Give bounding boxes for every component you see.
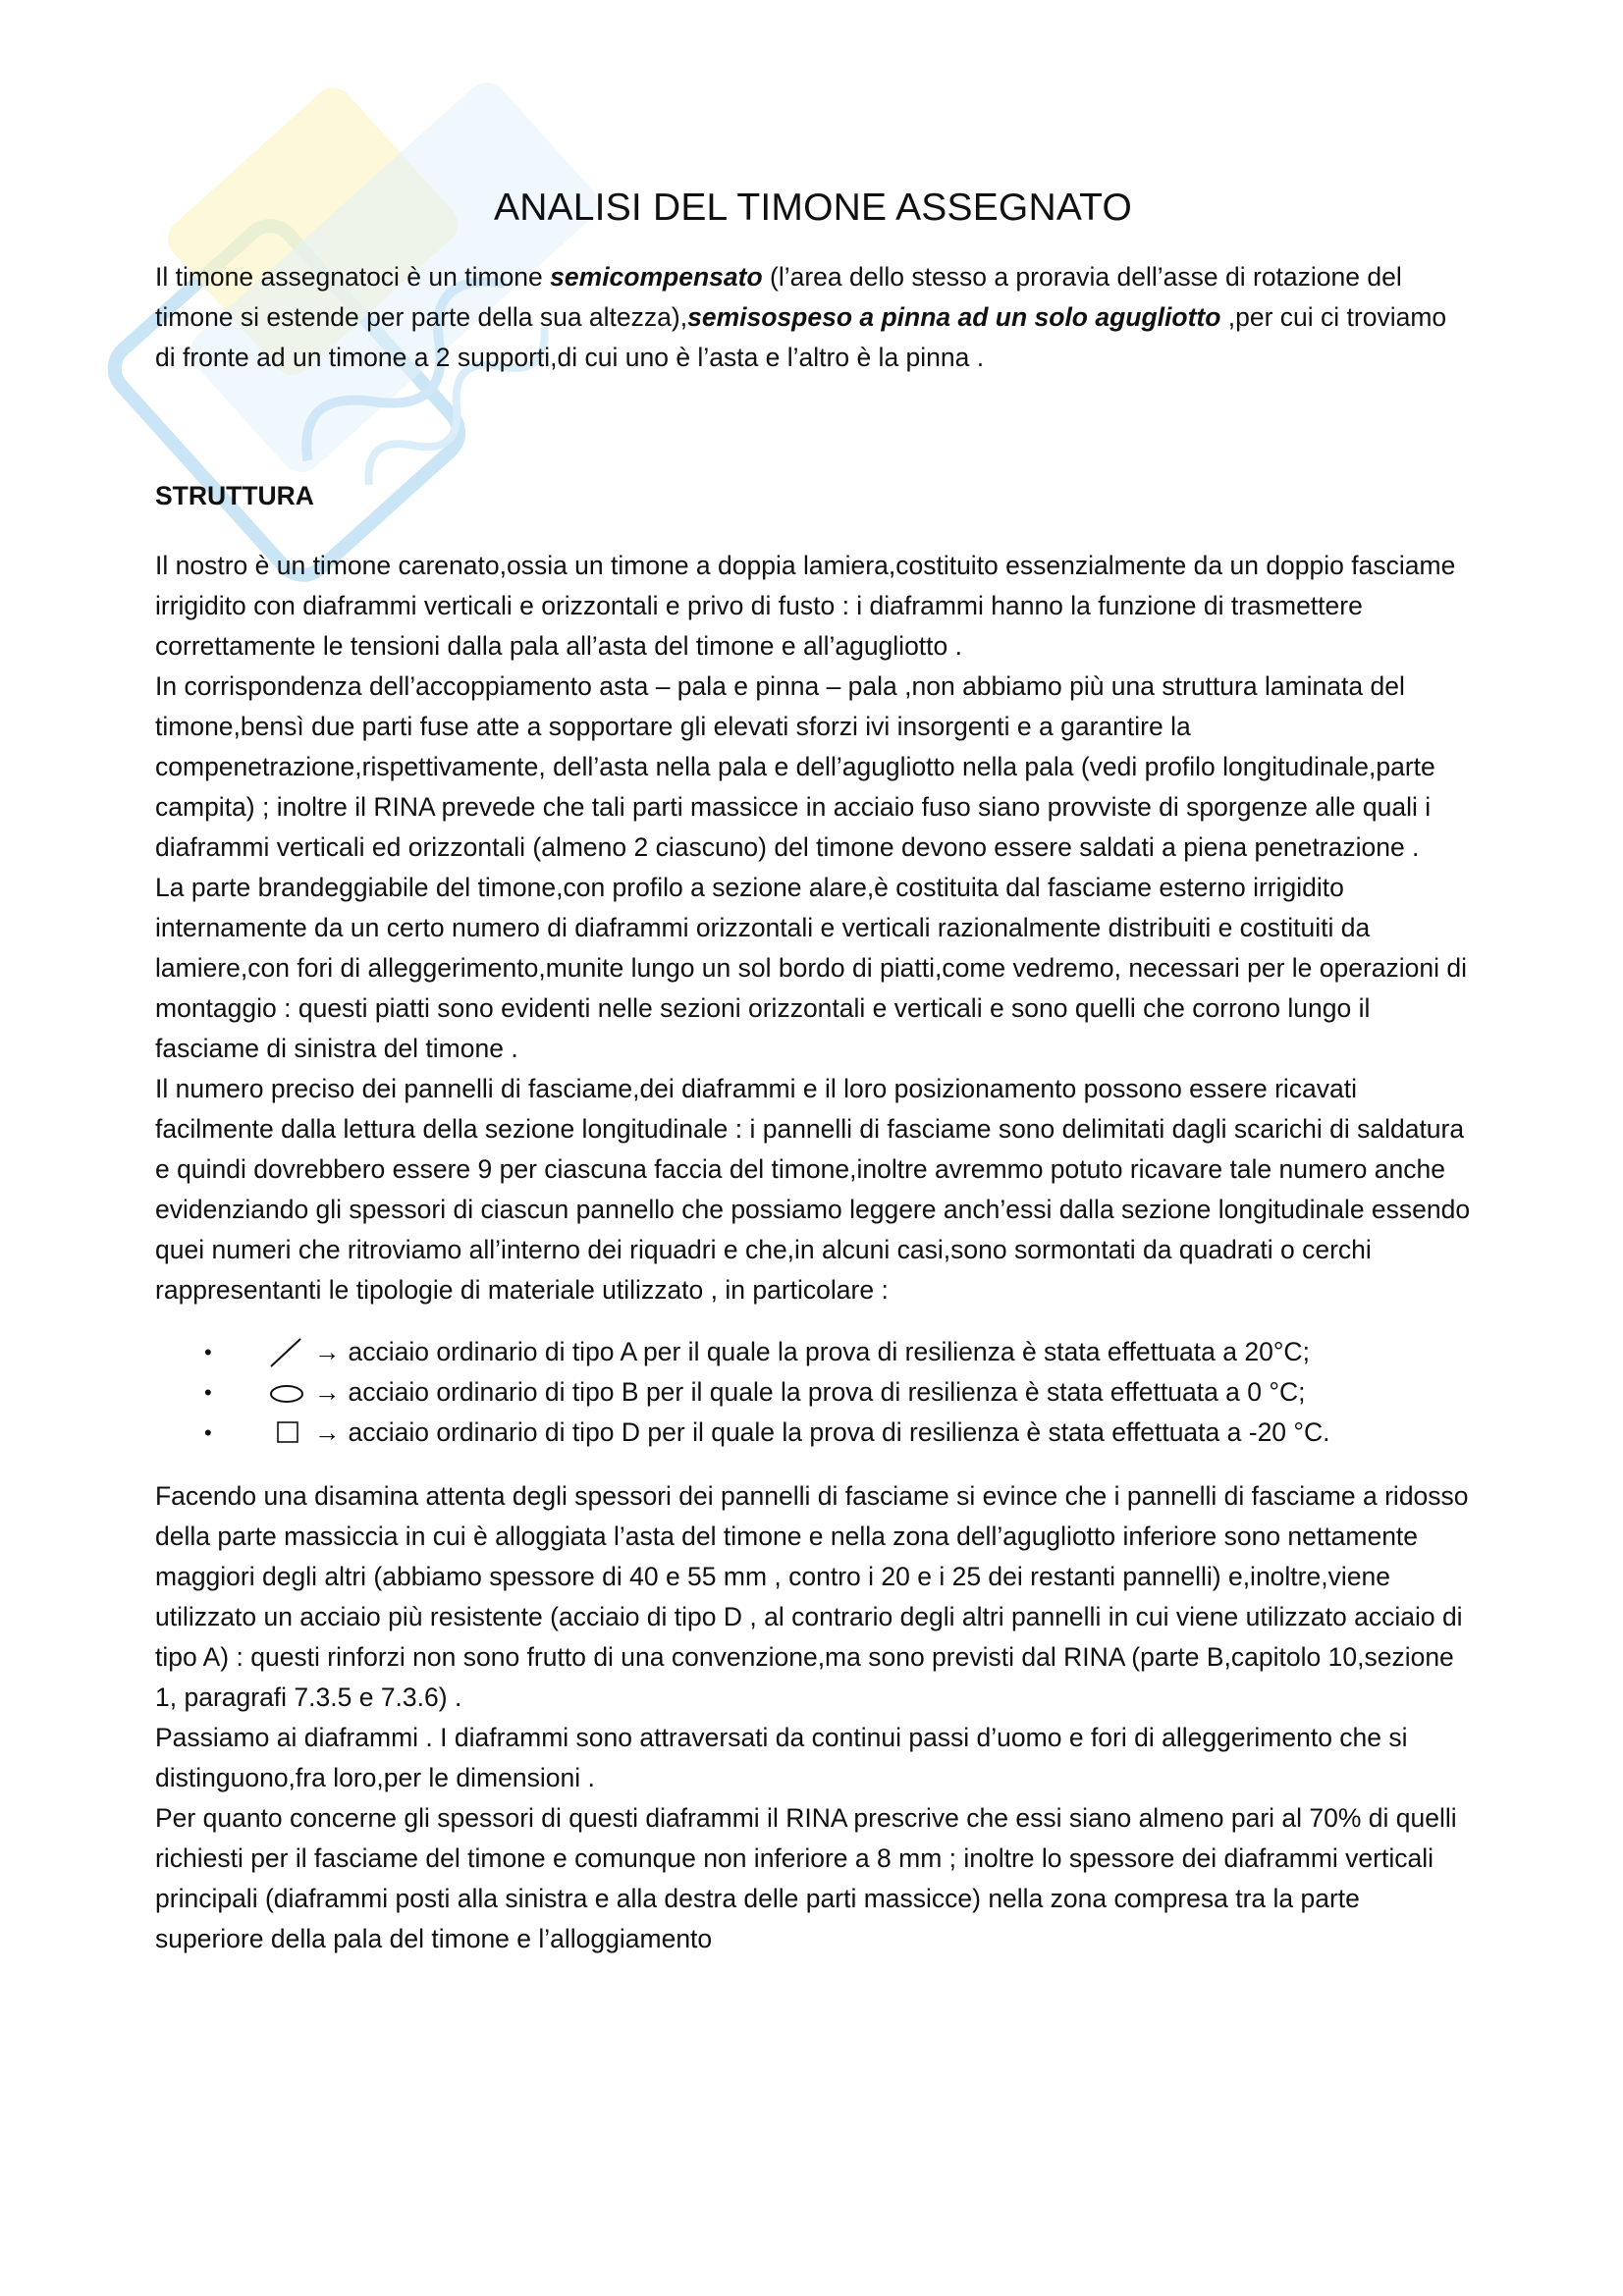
- bullet-icon: •: [204, 1380, 212, 1405]
- arrow-icon: →: [314, 1417, 341, 1447]
- legend-item: [155, 1372, 1471, 1413]
- intro-text-1: Il timone assegnatoci è un timone: [155, 262, 551, 292]
- document-title: ANALISI DEL TIMONE ASSEGNATO: [493, 187, 1132, 229]
- arrow-icon: →: [314, 1377, 341, 1407]
- slash-icon: [263, 1332, 310, 1372]
- intro-text-3: ,per cui ci troviamo di fronte ad un timone a 2 supporti,di cui uno è l’asta e l’altro è la pinna .: [155, 302, 1447, 372]
- legend-text: acciaio ordinario di tipo B per il quale la prova di resilienza è stata effettuata a 0 °C;: [348, 1377, 1306, 1407]
- paragraph-5: Facendo una disamina attenta degli spessori dei pannelli di fasciame si evince che i pannelli di fasciame a ridosso della parte massiccia in cui è alloggiata l’asta del timone e nella zona dell’agugliotto inferiore sono nettamente maggiori degli altri (abbiamo spessore di 40 e 55 mm , contro i 20 e i 25 dei restanti pannelli) e,inoltre,viene utilizzato un acciaio più resistente (acciaio di tipo D , al contrario degli altri pannelli in cui viene utilizzato acciaio di tipo A) : questi rinforzi non sono frutto di una convenzione,ma sono previsti dal RINA (parte B,capitolo 10,sezione 1, paragrafi 7.3.5 e 7.3.6) .: [155, 1481, 1469, 1712]
- bullet-icon: •: [204, 1340, 212, 1364]
- intro-emphasis-2: semisospeso a pinna ad un solo agugliotto: [687, 302, 1221, 332]
- paragraph-1: Il nostro è un timone carenato,ossia un timone a doppia lamiera,costituito essenzialmente da un doppio fasciame irrigidito con diaframmi verticali e orizzontali e privo di fusto : i diaframmi hanno la funzione di trasmettere correttamente le tensioni dalla pala all’asta del timone e all’agugliotto .: [155, 551, 1456, 661]
- intro-paragraph: [155, 257, 1471, 378]
- intro-text-2: (l’area dello stesso a proravia dell’asse di rotazione del timone si estende per parte della sua altezza),: [155, 262, 1402, 332]
- legend-text: acciaio ordinario di tipo A per il quale la prova di resilienza è stata effettuata a 20°C;: [348, 1337, 1310, 1366]
- legend-item: [155, 1332, 1471, 1372]
- ellipse-icon: [263, 1372, 310, 1413]
- material-legend: [155, 1332, 1471, 1453]
- bullet-icon: •: [204, 1420, 212, 1445]
- paragraph-6: Passiamo ai diaframmi . I diaframmi sono attraversati da continui passi d’uomo e fori di alleggerimento che si distinguono,fra loro,per le dimensioni .: [155, 1723, 1408, 1792]
- intro-emphasis-1: semicompensato: [550, 262, 763, 292]
- square-icon: [263, 1413, 310, 1453]
- legend-item: [155, 1413, 1471, 1453]
- paragraph-7: Per quanto concerne gli spessori di questi diaframmi il RINA prescrive che essi siano almeno pari al 70% di quelli richiesti per il fasciame del timone e comunque non inferiore a 8 mm ; inoltre lo spessore dei diaframmi verticali principali (diaframmi posti alla sinistra e alla destra delle parti massicce) nella zona compresa tra la parte superiore della pala del timone e l’alloggiamento: [155, 1803, 1457, 1953]
- legend-text: acciaio ordinario di tipo D per il quale la prova di resilienza è stata effettuata a -20 °C.: [348, 1417, 1330, 1447]
- arrow-icon: →: [314, 1337, 341, 1366]
- document-page: [155, 187, 1471, 1959]
- paragraph-3: La parte brandeggiabile del timone,con profilo a sezione alare,è costituita dal fasciame esterno irrigidito internamente da un certo numero di diaframmi orizzontali e verticali razionalmente distribuiti e costituiti da lamiere,con fori di alleggerimento,munite lungo un sol bordo di piatti,come vedremo, necessari per le operazioni di montaggio : questi piatti sono evidenti nelle sezioni orizzontali e verticali e sono quelli che corrono lungo il fasciame di sinistra del timone .: [155, 873, 1468, 1063]
- paragraph-2: In corrispondenza dell’accoppiamento asta – pala e pinna – pala ,non abbiamo più una struttura laminata del timone,bensì due parti fuse atte a sopportare gli elevati sforzi ivi insorgenti e a garantire la compenetrazione,rispettivamente, dell’asta nella pala e dell’agugliotto nella pala (vedi profilo longitudinale,parte campita) ; inoltre il RINA prevede che tali parti massicce in acciaio fuso siano provviste di sporgenze alle quali i diaframmi verticali ed orizzontali (almeno 2 ciascuno) del timone devono essere saldati a piena penetrazione .: [155, 671, 1435, 862]
- paragraph-4: Il numero preciso dei pannelli di fasciame,dei diaframmi e il loro posizionamento possono essere ricavati facilmente dalla lettura della sezione longitudinale : i pannelli di fasciame sono delimitati dagli scarichi di saldatura e quindi dovrebbero essere 9 per ciascuna faccia del timone,inoltre avremmo potuto ricavare tale numero anche evidenziando gli spessori di ciascun pannello che possiamo leggere anch’essi dalla sezione longitudinale essendo quei numeri che ritroviamo all’interno dei riquadri e che,in alcuni casi,sono sormontati da quadrati o cerchi rappresentanti le tipologie di materiale utilizzato , in particolare :: [155, 1074, 1471, 1305]
- section-heading: STRUTTURA: [155, 481, 314, 510]
